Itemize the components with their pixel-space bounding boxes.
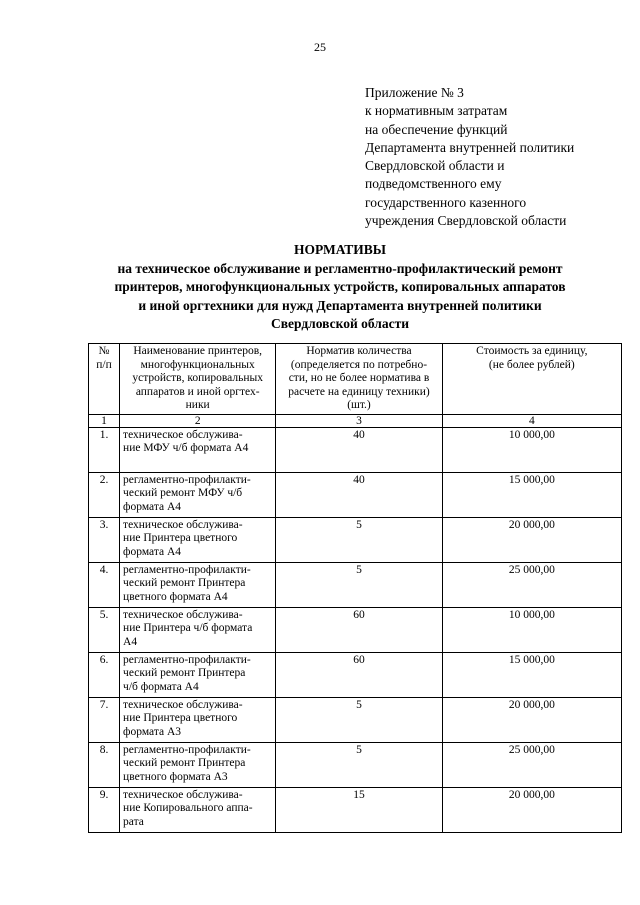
row-name-line: техническое обслужива- bbox=[123, 698, 243, 711]
column-number: 1 bbox=[89, 414, 120, 427]
row-name-line: цветного формата А4 bbox=[123, 590, 228, 603]
row-quantity: 15 bbox=[276, 787, 442, 832]
table-header-row bbox=[89, 344, 622, 415]
row-name bbox=[120, 787, 276, 832]
row-cost: 20 000,00 bbox=[442, 697, 621, 742]
row-name-line: ч/б формата А4 bbox=[123, 680, 199, 693]
header-name bbox=[120, 344, 276, 415]
row-number: 3. bbox=[89, 517, 120, 562]
row-name-line: техническое обслужива- bbox=[123, 518, 243, 531]
header-line: (шт.) bbox=[347, 399, 371, 411]
row-name-line: ние Принтера цветного bbox=[123, 712, 238, 724]
row-quantity: 5 bbox=[276, 517, 442, 562]
row-name-line: А4 bbox=[123, 635, 138, 648]
appendix-line: учреждения Свердловской области bbox=[365, 213, 567, 229]
table-row bbox=[89, 607, 622, 652]
appendix-line: на обеспечение функций bbox=[365, 121, 508, 137]
column-number: 2 bbox=[120, 414, 276, 427]
title-line: и иной оргтехники для нужд Департамента внутренней политики bbox=[138, 297, 542, 313]
row-name bbox=[120, 427, 276, 472]
row-name-line: формата А4 bbox=[123, 500, 182, 513]
title-line: принтеров, многофункциональных устройств, копировальных аппаратов bbox=[114, 279, 566, 294]
appendix-line: Департамента внутренней политики bbox=[365, 139, 575, 155]
row-name-line: цветного формата А3 bbox=[123, 770, 228, 783]
row-name bbox=[120, 607, 276, 652]
row-name-line: формата А4 bbox=[123, 545, 182, 558]
row-quantity: 60 bbox=[276, 607, 442, 652]
header-quantity bbox=[276, 344, 442, 415]
header-line: аппаратов и иной оргтех- bbox=[135, 385, 260, 398]
column-number: 3 bbox=[276, 414, 442, 427]
table-row bbox=[89, 787, 622, 832]
row-quantity: 5 bbox=[276, 697, 442, 742]
row-cost: 25 000,00 bbox=[442, 742, 621, 787]
row-cost: 25 000,00 bbox=[442, 562, 621, 607]
appendix-line: Свердловской области и bbox=[365, 158, 505, 174]
row-cost: 15 000,00 bbox=[442, 472, 621, 517]
row-number: 8. bbox=[89, 742, 120, 787]
appendix-block bbox=[365, 84, 635, 230]
row-name-line: ние Принтера цветного bbox=[123, 532, 238, 544]
row-cost: 20 000,00 bbox=[442, 787, 621, 832]
row-quantity: 40 bbox=[276, 472, 442, 517]
row-number: 7. bbox=[89, 697, 120, 742]
norms-table bbox=[88, 343, 622, 833]
row-name-line: ческий ремонт Принтера bbox=[123, 667, 246, 679]
header-line: многофункциональных bbox=[140, 358, 255, 371]
appendix-line: подведомственного ему bbox=[365, 176, 502, 192]
row-cost: 20 000,00 bbox=[442, 517, 621, 562]
table-body bbox=[89, 427, 622, 832]
header-line: Наименование принтеров, bbox=[133, 345, 263, 357]
row-name-line: ческий ремонт Принтера bbox=[123, 757, 246, 769]
row-number: 4. bbox=[89, 562, 120, 607]
row-name-line: ние МФУ ч/б формата А4 bbox=[123, 442, 249, 454]
header-cost bbox=[442, 344, 621, 415]
table-row bbox=[89, 472, 622, 517]
row-name-line: ческий ремонт Принтера bbox=[123, 577, 246, 589]
row-name-line: регламентно-профилакти- bbox=[123, 563, 251, 576]
header-line: (определяется по потребно- bbox=[290, 358, 428, 371]
row-name bbox=[120, 472, 276, 517]
row-number: 1. bbox=[89, 427, 120, 472]
column-number: 4 bbox=[442, 414, 621, 427]
row-quantity: 5 bbox=[276, 562, 442, 607]
header-line: устройств, копировальных bbox=[132, 372, 264, 384]
row-quantity: 40 bbox=[276, 427, 442, 472]
row-name-line: техническое обслужива- bbox=[123, 608, 243, 621]
row-name-line: ние Принтера ч/б формата bbox=[123, 622, 253, 634]
row-name bbox=[120, 517, 276, 562]
appendix-line: Приложение № 3 bbox=[365, 85, 464, 100]
row-name bbox=[120, 742, 276, 787]
row-quantity: 60 bbox=[276, 652, 442, 697]
row-number: 5. bbox=[89, 607, 120, 652]
table-row bbox=[89, 517, 622, 562]
header-line: (не более рублей) bbox=[488, 358, 575, 371]
title-line: Свердловской области bbox=[270, 316, 410, 331]
table-row bbox=[89, 427, 622, 472]
row-name-line: регламентно-профилакти- bbox=[123, 743, 251, 756]
appendix-line: к нормативным затратам bbox=[365, 103, 508, 119]
title-line: на техническое обслуживание и регламентно-профилактический ремонт bbox=[117, 260, 563, 276]
row-number: 9. bbox=[89, 787, 120, 832]
appendix-line: государственного казенного bbox=[365, 194, 527, 210]
table-row bbox=[89, 697, 622, 742]
row-number: 6. bbox=[89, 652, 120, 697]
header-line: ники bbox=[185, 399, 210, 411]
table-row bbox=[89, 562, 622, 607]
row-name-line: техническое обслужива- bbox=[123, 428, 243, 441]
column-number-row bbox=[89, 414, 622, 427]
header-line: сти, но не более норматива в bbox=[288, 372, 430, 384]
row-name bbox=[120, 697, 276, 742]
row-name bbox=[120, 562, 276, 607]
row-number: 2. bbox=[89, 472, 120, 517]
table-row bbox=[89, 652, 622, 697]
header-line: п/п bbox=[96, 358, 112, 371]
table-row bbox=[89, 742, 622, 787]
row-name-line: техническое обслужива- bbox=[123, 788, 243, 801]
row-name-line: рата bbox=[123, 815, 144, 828]
row-quantity: 5 bbox=[276, 742, 442, 787]
row-name-line: формата А3 bbox=[123, 725, 182, 738]
row-name-line: регламентно-профилакти- bbox=[123, 473, 251, 486]
row-name-line: ние Копировального аппа- bbox=[123, 802, 253, 814]
row-name-line: ческий ремонт МФУ ч/б bbox=[123, 487, 243, 499]
row-cost: 15 000,00 bbox=[442, 652, 621, 697]
title-line: НОРМАТИВЫ bbox=[293, 242, 387, 257]
row-name-line: регламентно-профилакти- bbox=[123, 653, 251, 666]
header-line: Стоимость за единицу, bbox=[476, 345, 588, 357]
document-title bbox=[60, 241, 620, 334]
header-index bbox=[89, 344, 120, 415]
header-line: № bbox=[98, 345, 110, 357]
header-line: расчете на единицу техники) bbox=[288, 385, 430, 398]
row-cost: 10 000,00 bbox=[442, 607, 621, 652]
row-cost: 10 000,00 bbox=[442, 427, 621, 472]
header-line: Норматив количества bbox=[306, 345, 412, 357]
row-name bbox=[120, 652, 276, 697]
page-number: 25 bbox=[314, 40, 326, 54]
